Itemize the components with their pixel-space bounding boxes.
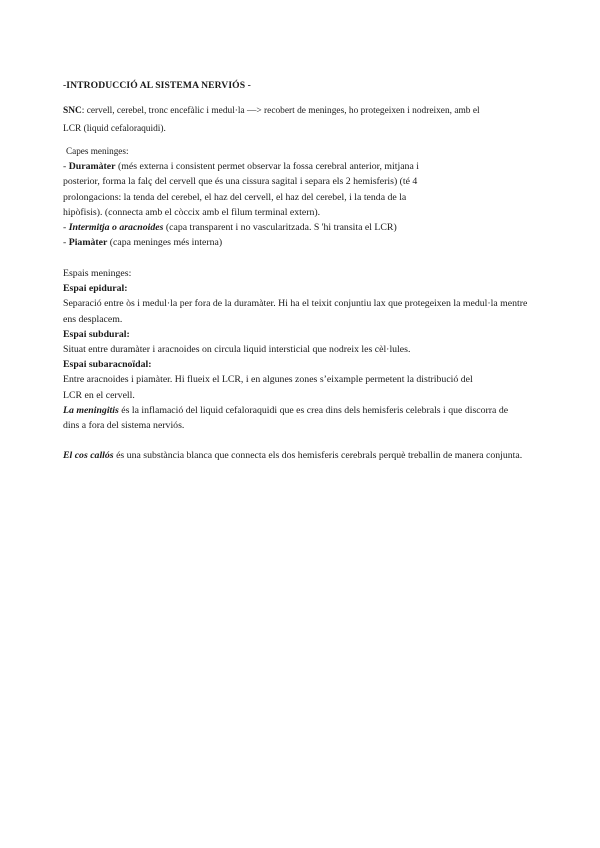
duramater-line-2: posterior, forma la falç del cervell que és una cissura sagital i separa els 2 hemisferis) (té 4 xyxy=(63,176,418,188)
piamater-line xyxy=(63,235,590,250)
subaracnoidal-line-2: LCR en el cervell. xyxy=(63,389,135,401)
piamater-label: Piamàter xyxy=(68,237,108,249)
subdural-text: Situat entre duramàter i aracnoides on circula liquid intersticial que nodreix les cèl·lules. xyxy=(63,344,411,356)
meningitis-line-2: dins a fora del sistema nerviós. xyxy=(63,420,185,432)
duramater-line-1 xyxy=(63,159,590,174)
subdural-heading-line xyxy=(63,327,590,342)
intermitja-text: (capa transparent i no vascularitzada. S 'hi transita el LCR) xyxy=(163,222,397,234)
snc-line-2: LCR (liquid cefaloraquidi). xyxy=(63,124,166,134)
bullet-dash: - xyxy=(63,237,69,249)
meningitis-line-1 xyxy=(63,403,590,418)
espais-section xyxy=(63,266,590,433)
subaracnoidal-label: Espai subaracnoïdal: xyxy=(63,359,152,371)
duramater-line-3: prolongacions: la tenda del cerebel, el haz del cervell, el haz del cerebel, i la tenda de la xyxy=(63,191,407,203)
duramater-line-4: hipòfisis). (connecta amb el còccix amb el filum terminal extern). xyxy=(63,206,321,218)
subaracnoidal-line-1: Entre aracnoides i piamàter. Hi flueix el LCR, i en algunes zones s’eixample permetent la distribució del xyxy=(63,374,473,386)
epidural-label: Espai epidural: xyxy=(63,283,128,295)
bullet-dash: - xyxy=(63,222,69,234)
snc-line-1 xyxy=(63,102,543,120)
subaracnoidal-heading-line xyxy=(63,357,590,372)
snc-label: SNC xyxy=(63,106,82,116)
meningitis-text-1: és la inflamació del liquid cefaloraquidi que es crea dins dels hemisferis celebrals i que discorra de xyxy=(118,404,509,416)
duramater-label: Duramàter xyxy=(68,161,116,173)
intermitja-line xyxy=(63,220,590,235)
cos-callos-text: és una substància blanca que connecta els dos hemisferis cerebrals perquè treballin de manera conjunta. xyxy=(113,450,523,461)
capes-heading: Capes meninges: xyxy=(66,146,129,156)
snc-text-1: : cervell, cerebel, tronc encefàlic i medul·la —> recobert de meninges, ho protegeixen i nodreixen, amb el xyxy=(81,106,480,116)
epidural-heading-line xyxy=(63,281,590,296)
cos-callos-label: El cos callós xyxy=(63,450,114,461)
capes-section xyxy=(63,144,590,250)
bullet-dash: - xyxy=(63,161,69,173)
cos-callos-line xyxy=(63,448,590,463)
epidural-line-1: Separació entre òs i medul·la per fora de la duramàter. Hi ha el teixit conjuntiu lax que protegeixen la medul·la mentre xyxy=(63,298,528,310)
intermitja-label: Intermitja o aracnoides xyxy=(68,222,164,234)
cos-callos-paragraph xyxy=(63,448,590,463)
snc-paragraph xyxy=(63,102,543,138)
epidural-line-2: ens desplacem. xyxy=(63,313,123,325)
meningitis-label: La meningitis xyxy=(63,404,119,416)
duramater-text-1: (més externa i consistent permet observar la fossa cerebral anterior, mitjana i xyxy=(115,161,419,173)
piamater-text: (capa meninges més interna) xyxy=(107,237,223,249)
espais-heading: Espais meninges: xyxy=(63,268,132,279)
document-title: -INTRODUCCIÓ AL SISTEMA NERVIÓS - xyxy=(63,80,251,91)
subdural-label: Espai subdural: xyxy=(63,328,130,340)
